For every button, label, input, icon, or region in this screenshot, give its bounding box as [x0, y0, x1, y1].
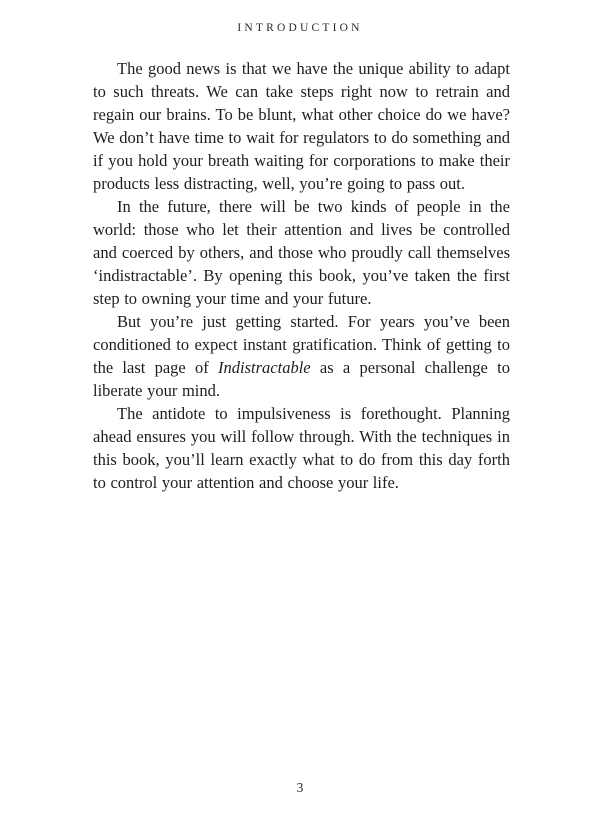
paragraph [93, 310, 510, 402]
chapter-running-head: INTRODUCTION [237, 22, 363, 34]
paragraph: The antidote to impulsiveness is forethought. Planning ahead ensures you will follow through. With the techniques in this book, you’ll learn exactly what to do from this day forth to control your attention and choose your life. [93, 404, 510, 492]
paragraph: In the future, there will be two kinds of people in the world: those who let their attention and lives be controlled and coerced by others, and those who proudly call themselves ‘indistractable’. By opening this book, you’ve taken the first step to owning your time and your future. [93, 197, 510, 308]
book-title-italic: Indistractable [218, 358, 311, 377]
paragraph: The good news is that we have the unique ability to adapt to such threats. We can take steps right now to retrain and regain our brains. To be blunt, what other choice do we have? We don’t have time to wait for regulators to do something and if you hold your breath waiting for corporations to make their products less distracting, well, you’re going to pass out. [93, 59, 510, 193]
paragraph-text: as a personal challenge to liberate your mind. [93, 358, 510, 400]
page-body-text [93, 57, 510, 494]
paragraph-text: But you’re just getting started. For years you’ve been conditioned to expect instant gratification. Think of getting to the last page of [93, 312, 510, 377]
page-number: 3 [296, 780, 304, 795]
